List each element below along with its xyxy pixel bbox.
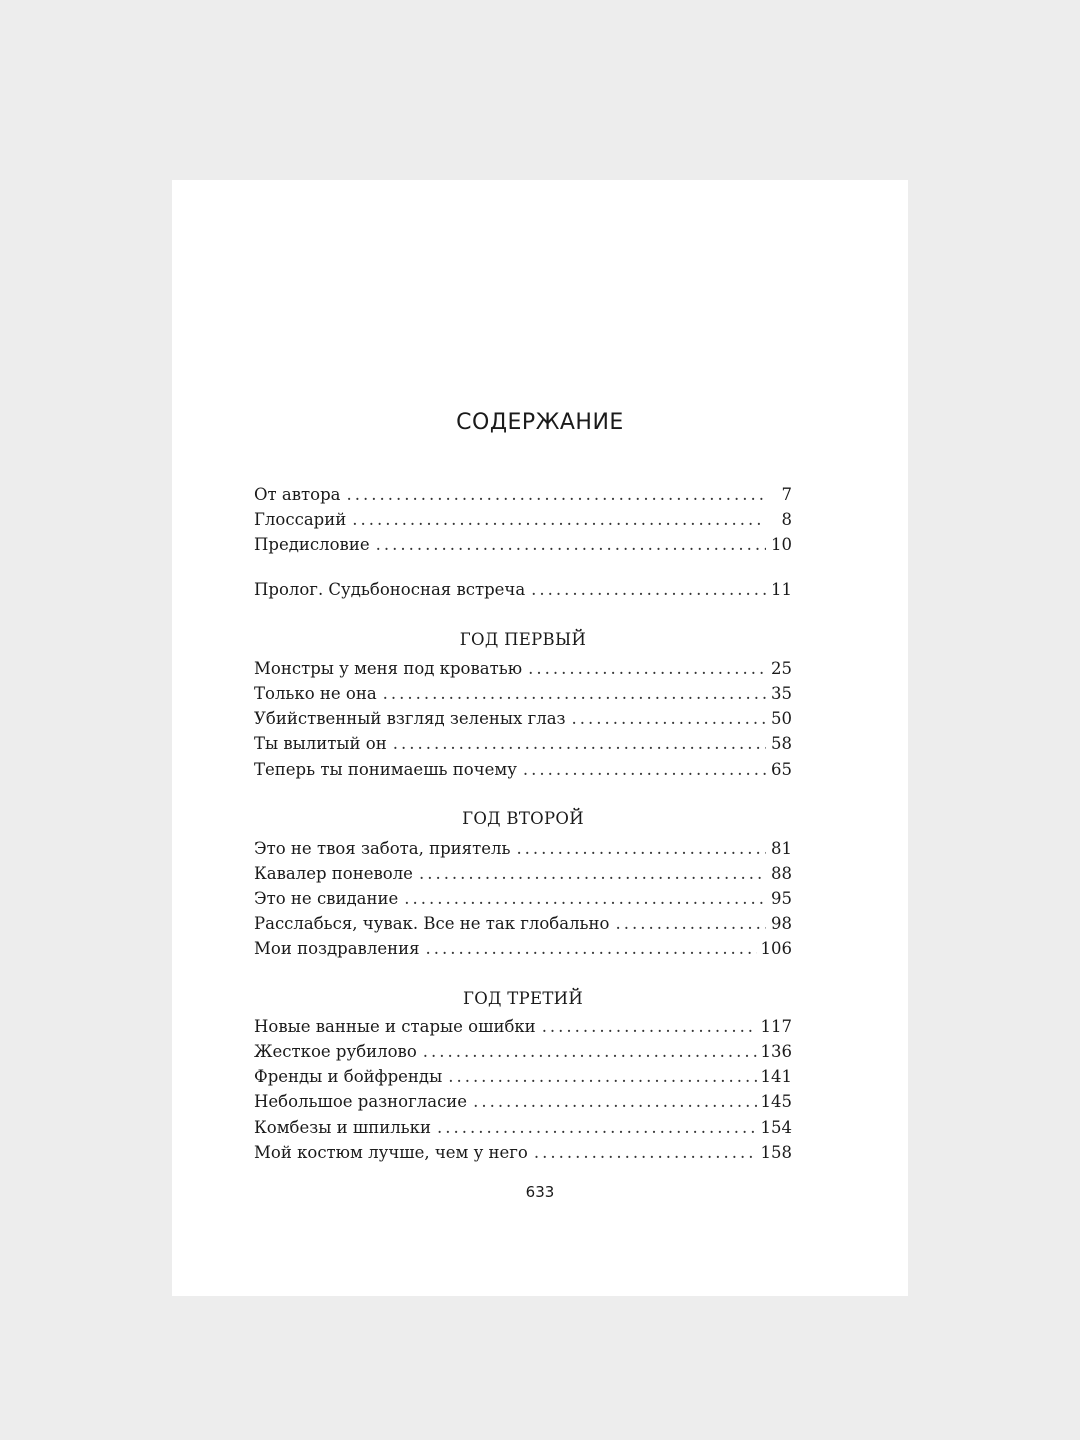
toc-entry-title: Монстры у меня под кроватью — [254, 659, 523, 678]
toc-entry-page: 58 — [771, 734, 792, 753]
page-title: СОДЕРЖАНИЕ — [456, 410, 624, 435]
toc-entry-page: 25 — [771, 659, 792, 678]
toc-entry-title: Жесткое рубилово — [254, 1042, 417, 1061]
section-heading: ГОД ПЕРВЫЙ — [459, 630, 587, 649]
toc-entry-title: От автора — [254, 485, 341, 504]
toc-entry-page: 145 — [760, 1092, 792, 1111]
toc-entry-title: Пролог. Судьбоносная встреча — [254, 580, 526, 599]
toc-entry — [254, 1116, 792, 1140]
toc-entry — [254, 862, 792, 886]
toc-entry — [254, 1040, 792, 1064]
toc-entry-page: 7 — [781, 485, 792, 504]
dot-leader — [393, 732, 766, 756]
book-page — [172, 180, 908, 1296]
toc-entry-page: 11 — [771, 580, 792, 599]
toc-entry — [254, 758, 792, 782]
dot-leader — [437, 1116, 757, 1140]
toc-entry-title: Теперь ты понимаешь почему — [254, 760, 517, 779]
dot-leader — [542, 1015, 757, 1039]
toc-entry-page: 154 — [760, 1118, 792, 1137]
toc-entry-page: 50 — [771, 709, 792, 728]
toc-entry-page: 98 — [771, 914, 792, 933]
dot-leader — [523, 758, 766, 782]
toc-entry-prologue — [254, 578, 792, 602]
toc-entry — [254, 1015, 792, 1039]
toc-entry — [254, 732, 792, 756]
dot-leader — [423, 1040, 757, 1064]
toc-entry — [254, 533, 792, 557]
toc-entry — [254, 1090, 792, 1114]
dot-leader — [615, 912, 766, 936]
toc-entry-page: 65 — [771, 760, 792, 779]
toc-entry-title: Небольшое разногласие — [254, 1092, 468, 1111]
dot-leader — [531, 578, 766, 602]
toc-entry-title: Новые ванные и старые ошибки — [254, 1017, 536, 1036]
dot-leader — [404, 887, 766, 911]
dot-leader — [448, 1065, 756, 1089]
dot-leader — [572, 707, 766, 731]
toc-entry — [254, 837, 792, 861]
toc-entry-page: 8 — [781, 510, 792, 529]
toc-entry — [254, 937, 792, 961]
toc-entry — [254, 682, 792, 706]
toc-entry-title: Мои поздравления — [254, 939, 420, 958]
dot-leader — [383, 682, 766, 706]
dot-leader — [376, 533, 766, 557]
dot-leader — [426, 937, 757, 961]
dot-leader — [473, 1090, 756, 1114]
toc-entry-title: Глоссарий — [254, 510, 347, 529]
dot-leader — [419, 862, 766, 886]
toc-entry-title: Кавалер поневоле — [254, 864, 413, 883]
toc-entry-title: Мой костюм лучше, чем у него — [254, 1143, 528, 1162]
dot-leader — [347, 483, 767, 507]
toc-entry-title: Это не твоя забота, приятель — [254, 839, 511, 858]
toc-entry-title: Расслабься, чувак. Все не так глобально — [254, 914, 610, 933]
toc-entry-title: Ты вылитый он — [254, 734, 387, 753]
toc-entry-page: 88 — [771, 864, 792, 883]
toc-entry-page: 117 — [760, 1017, 792, 1036]
dot-leader — [534, 1141, 757, 1165]
toc-entry-page: 35 — [771, 684, 792, 703]
toc-entry — [254, 1141, 792, 1165]
toc-entry-page: 158 — [760, 1143, 792, 1162]
toc-entry-page: 81 — [771, 839, 792, 858]
toc-entry-page: 106 — [760, 939, 792, 958]
toc-entry — [254, 1065, 792, 1089]
toc-entry — [254, 483, 792, 507]
toc-entry — [254, 912, 792, 936]
page-number: 633 — [525, 1183, 555, 1201]
toc-entry-page: 10 — [771, 535, 792, 554]
toc-entry-page: 136 — [760, 1042, 792, 1061]
toc-entry — [254, 508, 792, 532]
toc-entry — [254, 887, 792, 911]
toc-entry-title: Предисловие — [254, 535, 370, 554]
section-heading: ГОД ВТОРОЙ — [462, 809, 584, 828]
dot-leader — [352, 508, 766, 532]
toc-entry — [254, 657, 792, 681]
toc-entry-title: Френды и бойфренды — [254, 1067, 443, 1086]
toc-entry-title: Убийственный взгляд зеленых глаз — [254, 709, 566, 728]
toc-entry-title: Это не свидание — [254, 889, 399, 908]
toc-entry — [254, 707, 792, 731]
toc-entry-page: 141 — [760, 1067, 792, 1086]
dot-leader — [528, 657, 766, 681]
toc-entry-page: 95 — [771, 889, 792, 908]
toc-entry-title: Комбезы и шпильки — [254, 1118, 431, 1137]
dot-leader — [516, 837, 766, 861]
toc-entry-title: Только не она — [254, 684, 377, 703]
section-heading: ГОД ТРЕТИЙ — [462, 989, 584, 1008]
